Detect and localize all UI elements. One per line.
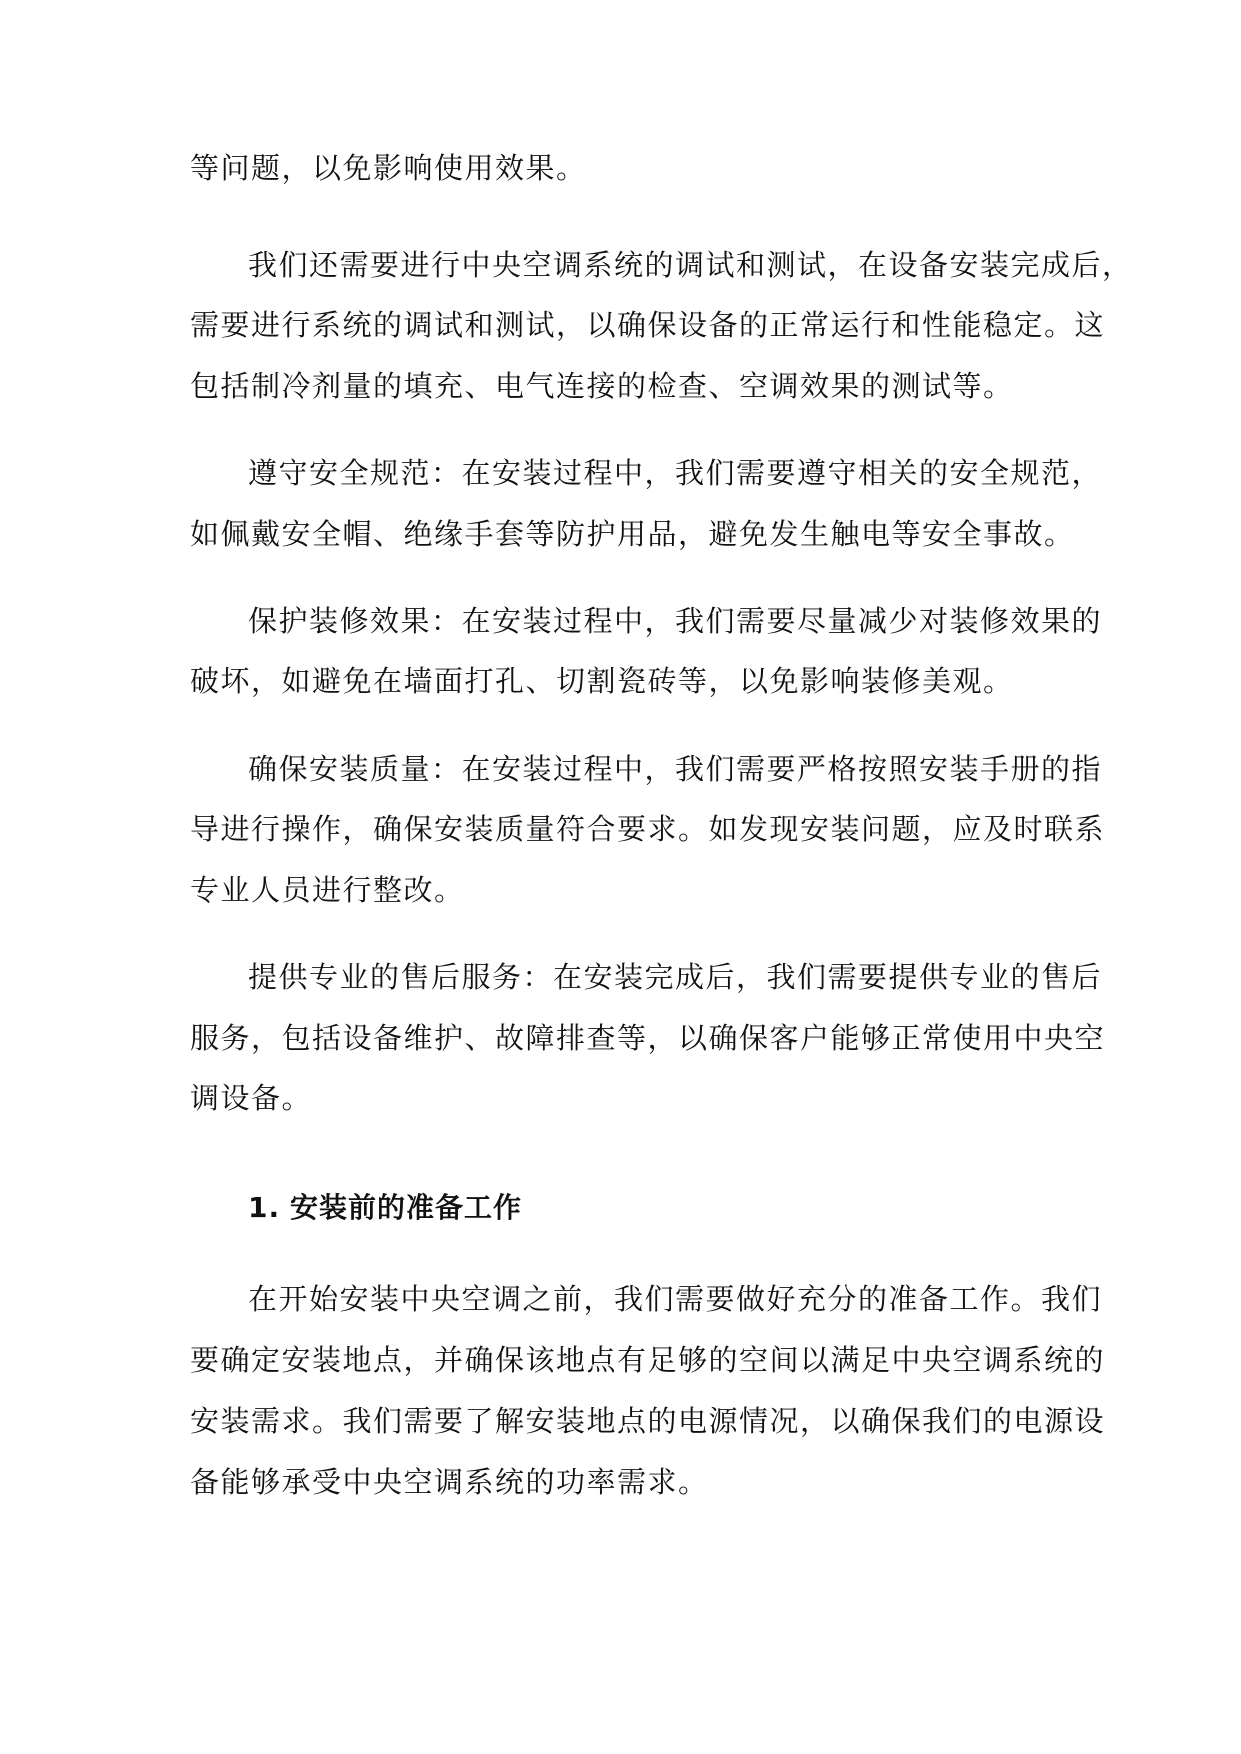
paragraph-line: 需要进行系统的调试和测试，以确保设备的正常运行和性能稳定。这 [190,308,1106,342]
paragraph-line: 调设备。 [190,1081,313,1115]
paragraph-line: 安装需求。我们需要了解安装地点的电源情况，以确保我们的电源设 [190,1404,1106,1438]
paragraph-line: 破坏，如避免在墙面打孔、切割瓷砖等，以免影响装修美观。 [190,664,1014,698]
paragraph-line: 提供专业的售后服务：在安装完成后，我们需要提供专业的售后 [248,960,1103,994]
paragraph-line: 确保安装质量：在安装过程中，我们需要严格按照安装手册的指 [248,752,1103,786]
paragraph-line: 我们还需要进行中央空调系统的调试和测试，在设备安装完成后， [248,248,1133,282]
paragraph-line: 备能够承受中央空调系统的功率需求。 [190,1465,709,1499]
section-heading [248,1188,522,1228]
paragraph-line: 包括制冷剂量的填充、电气连接的检查、空调效果的测试等。 [190,369,1014,403]
paragraph-line: 导进行操作，确保安装质量符合要求。如发现安装问题，应及时联系 [190,812,1106,846]
paragraph-line: 遵守安全规范：在安装过程中，我们需要遵守相关的安全规范， [248,456,1103,490]
paragraph-line: 在开始安装中央空调之前，我们需要做好充分的准备工作。我们 [248,1282,1103,1316]
paragraph-line: 如佩戴安全帽、绝缘手套等防护用品，避免发生触电等安全事故。 [190,517,1075,551]
paragraph-line: 要确定安装地点，并确保该地点有足够的空间以满足中央空调系统的 [190,1343,1106,1377]
paragraph-line: 服务，包括设备维护、故障排查等，以确保客户能够正常使用中央空 [190,1021,1106,1055]
paragraph-line: 等问题，以免影响使用效果。 [190,151,587,185]
paragraph-line: 保护装修效果：在安装过程中，我们需要尽量减少对装修效果的 [248,604,1103,638]
section-number: 1. [248,1191,281,1224]
section-title: 安装前的准备工作 [290,1191,523,1224]
paragraph-line: 专业人员进行整改。 [190,873,465,907]
